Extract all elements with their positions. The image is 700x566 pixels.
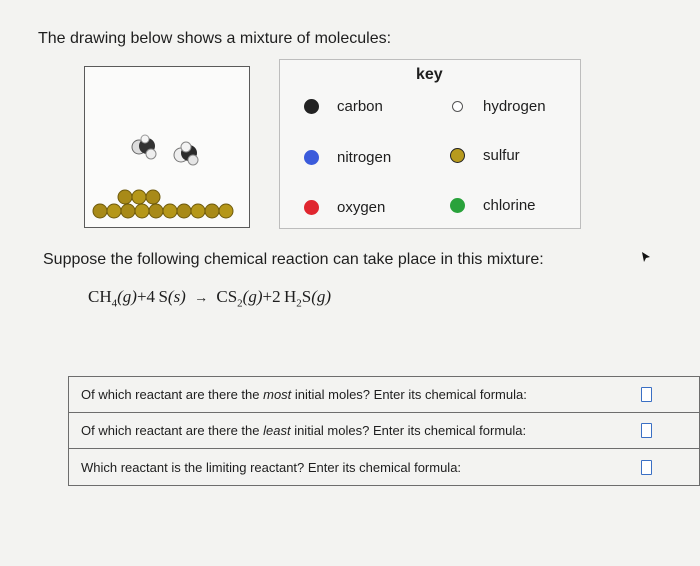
eq-hs-state: (g) [311, 287, 332, 306]
q1-em: most [263, 387, 292, 402]
key-item-nitrogen [304, 149, 391, 166]
key-label-carbon: carbon [337, 98, 383, 115]
eq-plus-s: +4 S [136, 287, 168, 306]
question-row-most [68, 376, 700, 412]
q1-post: initial moles? Enter its chemical formula: [291, 387, 527, 402]
intro-text: The drawing below shows a mixture of molecules: [38, 30, 392, 47]
q1-pre: Of which reactant are there the [81, 387, 264, 402]
eq-ch-state: (g) [117, 287, 137, 306]
question-text-limiting [69, 460, 614, 475]
mouse-cursor-icon [641, 250, 651, 268]
q2-pre: Of which reactant are there the [81, 423, 264, 438]
molecule-drawing [84, 66, 250, 228]
key-label-nitrogen: nitrogen [337, 149, 392, 166]
hydrogen-dot-icon [452, 101, 463, 112]
questions-table [68, 376, 700, 486]
question-row-least [68, 412, 700, 448]
key-label-oxygen: oxygen [337, 199, 386, 216]
reaction-arrow-icon: → [194, 291, 209, 306]
oxygen-dot-icon [304, 200, 319, 215]
eq-cs-state: (g) [242, 287, 263, 306]
key-item-carbon [304, 98, 383, 115]
answer-input-least[interactable] [641, 423, 652, 438]
q2-post: initial moles? Enter its chemical formula: [290, 423, 527, 438]
carbon-dot-icon [304, 99, 319, 114]
chlorine-dot-icon [450, 198, 465, 213]
question-text-most [69, 387, 614, 402]
eq-s: S [301, 287, 312, 306]
key-title: key [416, 66, 443, 83]
chemical-equation [88, 287, 331, 309]
answer-input-limiting[interactable] [641, 460, 652, 475]
eq-plus-h: +2 H [262, 287, 297, 306]
key-item-chlorine [450, 197, 536, 214]
key-label-chlorine: chlorine [483, 197, 536, 214]
eq-s-state: (s) [167, 287, 186, 306]
q2-em: least [263, 423, 291, 438]
eq-cs-sub: 2 [237, 297, 243, 310]
key-panel [279, 59, 581, 229]
key-item-hydrogen [450, 98, 546, 115]
eq-ch-sub: 4 [111, 297, 118, 310]
reaction-prompt: Suppose the following chemical reaction can take place in this mixture: [43, 251, 544, 268]
eq-h-sub: 2 [296, 297, 302, 310]
sulfur-dot-icon [450, 148, 465, 163]
question-text-least [69, 423, 614, 438]
sulfur-atoms [93, 190, 233, 218]
methane-molecule-2 [174, 142, 198, 165]
methane-molecule-1 [132, 135, 156, 159]
q3-pre: Which reactant is the limiting reactant? Enter its chemical formula: [81, 459, 462, 475]
molecule-drawing-canvas [85, 67, 248, 226]
answer-input-most[interactable] [641, 387, 652, 402]
eq-ch: CH [88, 287, 112, 306]
question-row-limiting [68, 448, 700, 486]
key-label-hydrogen: hydrogen [483, 98, 546, 115]
key-item-sulfur [450, 147, 520, 164]
key-label-sulfur: sulfur [483, 147, 520, 164]
key-item-oxygen [304, 199, 385, 216]
eq-cs: CS [216, 287, 238, 306]
nitrogen-dot-icon [304, 150, 319, 165]
